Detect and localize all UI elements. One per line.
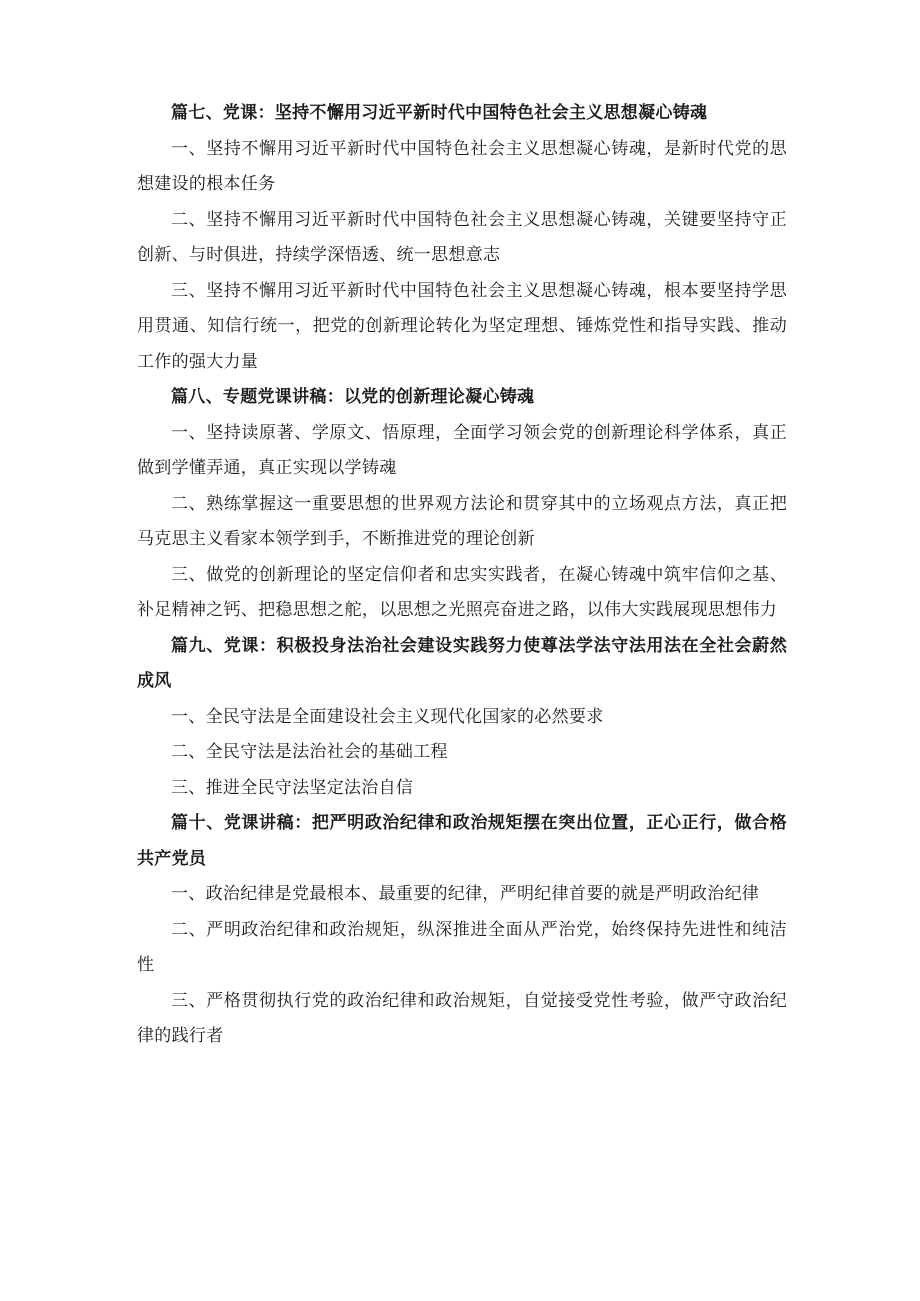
section-10 [137, 806, 787, 1055]
document-page [137, 96, 787, 1055]
section-7 [137, 96, 787, 380]
section-8 [137, 380, 787, 629]
section-title: 篇九、党课：积极投身法治社会建设实践努力使尊法学法守法用法在全社会蔚然成风 [137, 635, 787, 691]
section-item: 三、坚持不懈用习近平新时代中国特色社会主义思想凝心铸魂，根本要坚持学思用贯通、知信行统一，把党的创新理论转化为坚定理想、锤炼党性和指导实践、推动工作的强大力量 [137, 280, 787, 372]
section-title: 篇十、党课讲稿：把严明政治纪律和政治规矩摆在突出位置，正心正行，做合格共产党员 [137, 813, 787, 869]
section-title: 篇七、党课：坚持不懈用习近平新时代中国特色社会主义思想凝心铸魂 [171, 103, 708, 123]
section-item: 一、政治纪律是党最根本、最重要的纪律，严明纪律首要的就是严明政治纪律 [171, 884, 760, 904]
section-item: 一、坚持不懈用习近平新时代中国特色社会主义思想凝心铸魂，是新时代党的思想建设的根本任务 [137, 138, 787, 194]
section-item: 二、全民守法是法治社会的基础工程 [171, 742, 448, 762]
section-item: 一、坚持读原著、学原文、悟原理，全面学习领会党的创新理论科学体系，真正做到学懂弄通，真正实现以学铸魂 [137, 422, 787, 478]
section-item: 二、严明政治纪律和政治规矩，纵深推进全面从严治党，始终保持先进性和纯洁性 [137, 919, 787, 975]
section-item: 三、推进全民守法坚定法治自信 [171, 777, 414, 798]
section-item: 三、做党的创新理论的坚定信仰者和忠实实践者，在凝心铸魂中筑牢信仰之基、补足精神之钙、把稳思想之舵，以思想之光照亮奋进之路，以伟大实践展现思想伟力 [137, 564, 787, 620]
section-title: 篇八、专题党课讲稿：以党的创新理论凝心铸魂 [171, 387, 535, 407]
section-item: 二、坚持不懈用习近平新时代中国特色社会主义思想凝心铸魂，关键要坚持守正创新、与时俱进，持续学深悟透、统一思想意志 [137, 209, 787, 265]
section-item: 三、严格贯彻执行党的政治纪律和政治规矩，自觉接受党性考验，做严守政治纪律的践行者 [137, 990, 787, 1046]
section-item: 一、全民守法是全面建设社会主义现代化国家的必然要求 [171, 706, 604, 727]
section-9 [137, 629, 787, 807]
section-item: 二、熟练掌握这一重要思想的世界观方法论和贯穿其中的立场观点方法，真正把马克思主义看家本领学到手，不断推进党的理论创新 [137, 493, 787, 549]
